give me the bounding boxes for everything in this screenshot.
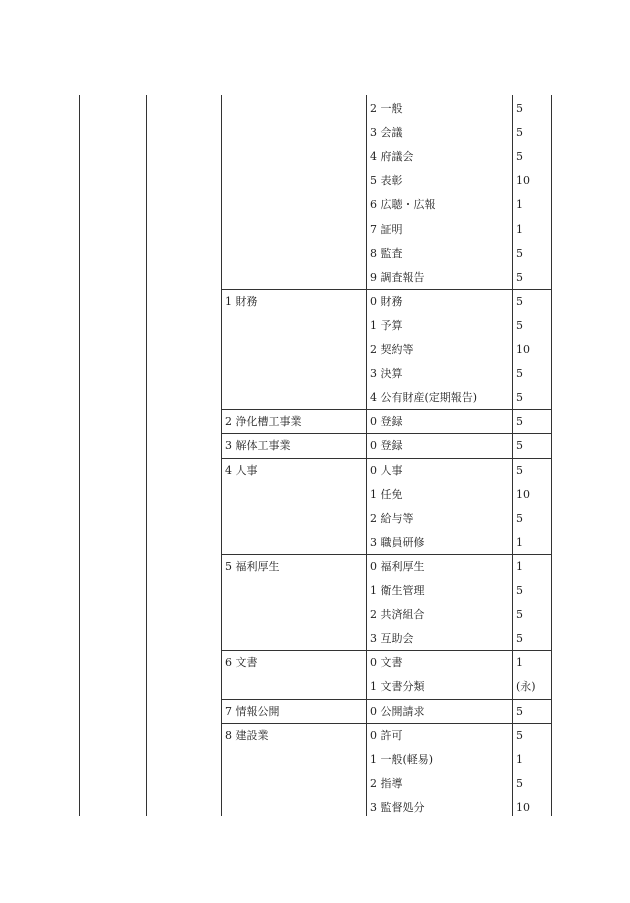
item-label: 1 予算: [370, 319, 403, 332]
retention-years: 1: [516, 198, 523, 211]
item-label: 0 登録: [370, 415, 403, 428]
item-label: 2 一般: [370, 102, 403, 115]
item-label: 2 指導: [370, 777, 403, 790]
retention-years: 5: [516, 464, 523, 477]
retention-years: 5: [516, 729, 523, 742]
item-label: 5 表彰: [370, 174, 403, 187]
retention-years: 1: [516, 560, 523, 573]
item-label: 9 調査報告: [370, 271, 425, 284]
retention-years: 5: [516, 584, 523, 597]
category-label: 6 文書: [225, 656, 258, 669]
retention-years: 5: [516, 102, 523, 115]
retention-years: 5: [516, 247, 523, 260]
item-label: 2 給与等: [370, 512, 414, 525]
category-label: 8 建設業: [225, 729, 269, 742]
item-label: 0 登録: [370, 439, 403, 452]
category-label: 1 財務: [225, 295, 258, 308]
item-label: 0 公開請求: [370, 705, 425, 718]
item-label: 0 文書: [370, 656, 403, 669]
item-label: 4 公有財産(定期報告): [370, 391, 478, 404]
item-label: 3 監督処分: [370, 801, 425, 814]
retention-years: 5: [516, 126, 523, 139]
retention-years: 1: [516, 656, 523, 669]
column-border: [146, 95, 147, 816]
item-label: 0 財務: [370, 295, 403, 308]
retention-years: 5: [516, 150, 523, 163]
item-label: 6 広聴・広報: [370, 198, 436, 211]
row-divider: [221, 554, 552, 555]
column-border: [551, 95, 552, 816]
item-label: 0 人事: [370, 464, 403, 477]
category-label: 5 福利厚生: [225, 560, 280, 573]
item-label: 8 監査: [370, 247, 403, 260]
item-label: 1 一般(軽易): [370, 753, 434, 766]
category-label: 7 情報公開: [225, 705, 280, 718]
retention-years: 5: [516, 512, 523, 525]
retention-years: 1: [516, 536, 523, 549]
retention-years: 5: [516, 439, 523, 452]
row-divider: [221, 433, 552, 434]
retention-years: 1: [516, 223, 523, 236]
retention-years: 5: [516, 632, 523, 645]
retention-years: (永): [516, 680, 536, 693]
retention-years: 5: [516, 367, 523, 380]
row-divider: [221, 458, 552, 459]
column-border: [221, 95, 222, 816]
row-divider: [221, 699, 552, 700]
category-label: 2 浄化槽工事業: [225, 415, 302, 428]
item-label: 7 証明: [370, 223, 403, 236]
retention-years: 10: [516, 343, 530, 356]
item-label: 3 決算: [370, 367, 403, 380]
retention-years: 5: [516, 319, 523, 332]
category-label: 3 解体工事業: [225, 439, 291, 452]
item-label: 2 共済組合: [370, 608, 425, 621]
retention-years: 5: [516, 295, 523, 308]
retention-years: 10: [516, 801, 530, 814]
retention-years: 1: [516, 753, 523, 766]
column-border: [366, 95, 367, 816]
row-divider: [221, 723, 552, 724]
retention-years: 5: [516, 705, 523, 718]
item-label: 1 文書分類: [370, 680, 425, 693]
item-label: 1 衛生管理: [370, 584, 425, 597]
retention-years: 5: [516, 415, 523, 428]
retention-years: 5: [516, 608, 523, 621]
row-divider: [221, 650, 552, 651]
item-label: 0 許可: [370, 729, 403, 742]
row-divider: [221, 289, 552, 290]
column-border: [79, 95, 80, 816]
item-label: 1 任免: [370, 488, 403, 501]
item-label: 3 職員研修: [370, 536, 425, 549]
item-label: 0 福利厚生: [370, 560, 425, 573]
retention-years: 10: [516, 488, 530, 501]
retention-years: 5: [516, 391, 523, 404]
retention-years: 5: [516, 271, 523, 284]
category-label: 4 人事: [225, 464, 258, 477]
row-divider: [221, 409, 552, 410]
item-label: 4 府議会: [370, 150, 414, 163]
item-label: 3 互助会: [370, 632, 414, 645]
item-label: 2 契約等: [370, 343, 414, 356]
column-border: [512, 95, 513, 816]
retention-years: 5: [516, 777, 523, 790]
item-label: 3 会議: [370, 126, 403, 139]
retention-years: 10: [516, 174, 530, 187]
